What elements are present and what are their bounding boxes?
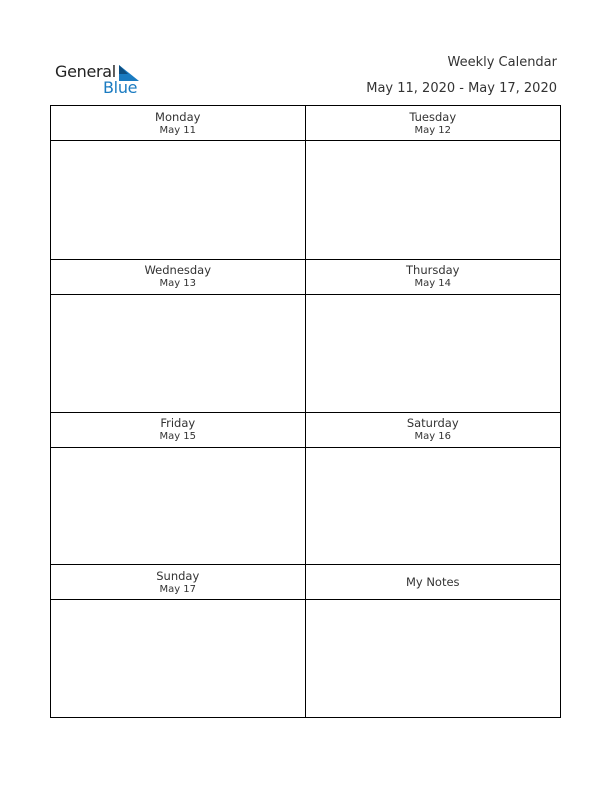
day-date: May 14 xyxy=(414,278,452,290)
day-header xyxy=(306,413,561,448)
day-header xyxy=(306,260,561,295)
day-header xyxy=(51,106,305,141)
logo-text-general: General xyxy=(55,62,116,81)
day-writing-area[interactable] xyxy=(51,295,305,412)
day-cell-wednesday xyxy=(51,259,306,412)
day-writing-area[interactable] xyxy=(51,141,305,259)
date-range: May 11, 2020 - May 17, 2020 xyxy=(366,81,557,96)
day-cell-sunday xyxy=(51,564,306,717)
day-date: May 15 xyxy=(159,431,197,442)
calendar-title: Weekly Calendar xyxy=(447,55,557,70)
day-name: Sunday xyxy=(156,568,200,583)
day-header xyxy=(51,413,305,448)
notes-header xyxy=(306,565,561,600)
logo-text-blue: Blue xyxy=(103,78,138,97)
day-writing-area[interactable] xyxy=(51,448,305,565)
day-cell-saturday xyxy=(306,412,561,565)
day-date: May 12 xyxy=(414,124,452,136)
day-writing-area[interactable] xyxy=(51,600,305,717)
day-date: May 16 xyxy=(414,431,452,442)
day-name: Thursday xyxy=(406,263,460,278)
notes-label: My Notes xyxy=(405,575,460,590)
notes-cell xyxy=(306,564,561,717)
week-grid xyxy=(50,105,561,718)
day-name: Friday xyxy=(160,416,196,430)
day-writing-area[interactable] xyxy=(306,448,561,565)
notes-writing-area[interactable] xyxy=(306,600,561,717)
day-date: May 11 xyxy=(159,124,197,136)
day-name: Saturday xyxy=(406,416,459,430)
day-cell-thursday xyxy=(306,259,561,412)
day-date: May 17 xyxy=(159,583,197,595)
day-writing-area[interactable] xyxy=(306,295,561,412)
day-cell-friday xyxy=(51,412,306,565)
day-header xyxy=(306,106,561,141)
day-name: Monday xyxy=(155,109,201,124)
day-cell-monday xyxy=(51,106,306,259)
day-date: May 13 xyxy=(159,278,197,290)
day-name: Tuesday xyxy=(409,109,457,124)
day-name: Wednesday xyxy=(144,263,212,278)
brand-logo xyxy=(55,62,145,98)
day-header xyxy=(51,565,305,600)
day-cell-tuesday xyxy=(306,106,561,259)
day-header xyxy=(51,260,305,295)
day-writing-area[interactable] xyxy=(306,141,561,259)
